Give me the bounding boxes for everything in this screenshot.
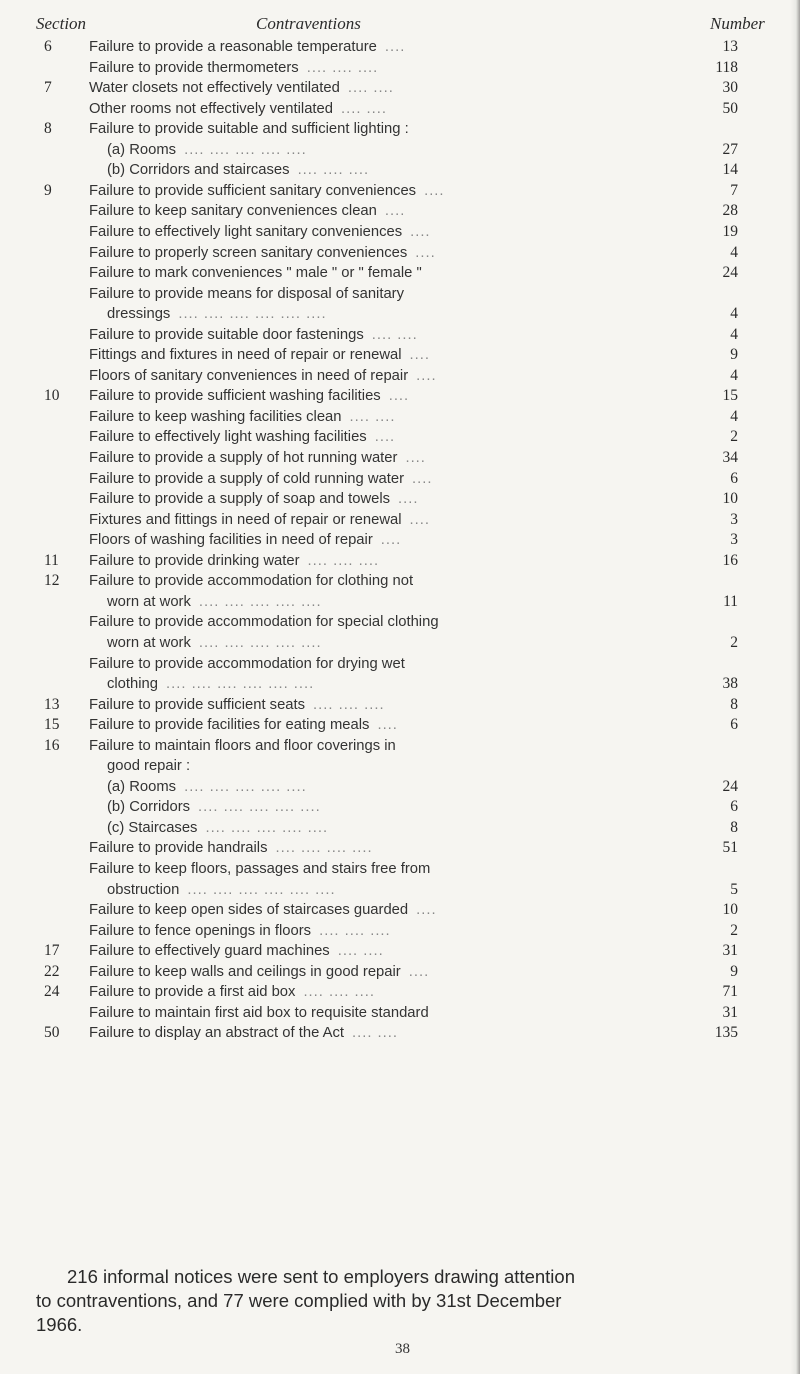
- leader-dots: .... .... .... .... .... ....: [166, 676, 315, 693]
- contravention-count: 6: [730, 469, 738, 487]
- contravention-text: [89, 736, 679, 756]
- contravention-count: 5: [730, 880, 738, 898]
- table-row: [0, 674, 800, 694]
- leader-dots: ....: [388, 388, 410, 405]
- footer-line: 216 informal notices were sent to employers drawing attention: [67, 1266, 575, 1287]
- section-number: 10: [44, 387, 60, 405]
- footer-paragraph: [36, 1265, 776, 1337]
- contravention-text: [107, 160, 697, 180]
- contravention-text: [89, 469, 679, 489]
- table-row: [0, 325, 800, 345]
- contravention-text: [89, 284, 679, 304]
- leader-dots: ....: [377, 717, 398, 734]
- contravention-label: Failure to properly screen sanitary conveniences: [89, 244, 408, 261]
- leader-dots: ....: [408, 963, 430, 980]
- contravention-text: [89, 530, 679, 550]
- contravention-count: 7: [730, 181, 738, 199]
- contravention-count: 118: [715, 58, 738, 76]
- contravention-count: 16: [722, 551, 738, 569]
- contravention-count: 9: [730, 962, 738, 980]
- contravention-text: [89, 407, 679, 427]
- table-row: [0, 201, 800, 221]
- contravention-text: [107, 592, 697, 612]
- contravention-text: [89, 962, 679, 982]
- contravention-text: [89, 921, 679, 941]
- contravention-label: Failure to mark conveniences " male " or " female ": [89, 265, 422, 282]
- footer-line: to contraventions, and 77 were complied with by 31st December: [36, 1290, 562, 1311]
- contravention-count: 6: [730, 798, 738, 816]
- table-row: [0, 736, 800, 756]
- contravention-text: [89, 58, 679, 78]
- contravention-text: [89, 654, 679, 674]
- column-header-contraventions: Contraventions: [256, 14, 361, 33]
- contravention-count: 4: [730, 325, 738, 343]
- contravention-text: [89, 695, 679, 715]
- section-number: 7: [44, 79, 52, 97]
- leader-dots: ....: [374, 429, 396, 446]
- leader-dots: ....: [409, 511, 430, 528]
- contravention-text: [107, 633, 697, 653]
- leader-dots: .... .... .... ....: [275, 840, 373, 857]
- table-row: [0, 222, 800, 242]
- leader-dots: .... ....: [341, 100, 387, 117]
- table-row: [0, 756, 800, 776]
- contravention-label: Floors of sanitary conveniences in need of repair: [89, 367, 409, 384]
- contravention-label: Failure to fence openings in floors: [89, 922, 312, 939]
- contravention-label: clothing: [107, 676, 159, 693]
- contravention-label: Failure to provide sufficient seats: [89, 696, 306, 713]
- contravention-text: [107, 756, 697, 776]
- contravention-label: worn at work: [107, 634, 191, 651]
- contravention-text: [107, 777, 697, 797]
- contravention-text: [89, 427, 679, 447]
- section-number: 17: [44, 942, 60, 960]
- contravention-count: 10: [722, 901, 738, 919]
- table-row: [0, 921, 800, 941]
- contravention-text: [107, 880, 697, 900]
- contravention-count: 27: [722, 140, 738, 158]
- table-row: [0, 489, 800, 509]
- contravention-text: [89, 551, 679, 571]
- contravention-count: 38: [722, 675, 738, 693]
- contravention-count: 4: [730, 407, 738, 425]
- table-row: [0, 243, 800, 263]
- table-row: [0, 838, 800, 858]
- contravention-label: Failure to provide means for disposal of sanitary: [89, 285, 404, 302]
- contravention-count: 31: [722, 942, 738, 960]
- contravention-count: 8: [730, 818, 738, 836]
- contravention-text: [89, 1023, 679, 1043]
- contravention-count: 50: [722, 99, 738, 117]
- contravention-label: Failure to keep floors, passages and stairs free from: [89, 861, 431, 877]
- table-row: [0, 900, 800, 920]
- section-number: 9: [44, 181, 52, 199]
- contravention-text: [89, 715, 679, 735]
- leader-dots: ....: [398, 491, 419, 508]
- contravention-text: [89, 859, 679, 879]
- table-row: [0, 715, 800, 735]
- contravention-text: [89, 263, 679, 283]
- section-number: 12: [44, 572, 60, 590]
- contravention-count: 51: [722, 839, 738, 857]
- leader-dots: ....: [410, 223, 431, 240]
- contravention-count: 4: [730, 305, 738, 323]
- contravention-count: 9: [730, 346, 738, 364]
- table-row: [0, 140, 800, 160]
- contravention-text: [107, 140, 697, 160]
- table-row: [0, 941, 800, 961]
- table-row: [0, 695, 800, 715]
- contravention-label: Fixtures and fittings in need of repair or renewal: [89, 511, 402, 528]
- contravention-count: 4: [730, 366, 738, 384]
- leader-dots: .... .... ....: [307, 552, 380, 569]
- table-row: [0, 592, 800, 612]
- page-number: 38: [395, 1341, 410, 1357]
- page-edge-shadow: [790, 0, 800, 1374]
- table-row: [0, 880, 800, 900]
- contravention-text: [89, 222, 679, 242]
- contravention-text: [89, 510, 679, 530]
- contravention-label: Failure to keep open sides of staircases guarded: [89, 902, 409, 919]
- contravention-label: Failure to provide facilities for eating meals: [89, 717, 370, 734]
- contravention-label: Failure to provide a supply of hot running water: [89, 450, 398, 466]
- section-number: 22: [44, 962, 60, 980]
- contravention-label: Failure to maintain floors and floor coverings in: [89, 737, 396, 754]
- table-row: [0, 962, 800, 982]
- leader-dots: ....: [409, 347, 430, 364]
- table-row: [0, 263, 800, 283]
- contravention-label: Failure to provide suitable and sufficient lighting :: [89, 121, 409, 138]
- contravention-label: Failure to provide accommodation for special clothing: [89, 614, 439, 631]
- leader-dots: ....: [384, 39, 406, 55]
- contravention-text: [89, 982, 679, 1002]
- table-row: [0, 386, 800, 406]
- table-row: [0, 633, 800, 653]
- table-row: [0, 1003, 800, 1023]
- contravention-label: Failure to provide a reasonable temperature: [89, 39, 377, 55]
- contravention-text: [89, 201, 679, 221]
- contravention-count: 2: [730, 921, 738, 939]
- contravention-label: Failure to effectively light washing facilities: [89, 429, 367, 446]
- contravention-label: worn at work: [107, 593, 191, 610]
- contravention-label: Fittings and fixtures in need of repair or renewal: [89, 347, 402, 364]
- contravention-label: (b) Corridors and staircases: [107, 162, 290, 179]
- contravention-text: [89, 243, 679, 263]
- contravention-text: [107, 818, 697, 838]
- contravention-text: [89, 448, 679, 468]
- contravention-count: 34: [722, 449, 738, 466]
- table-row: [0, 530, 800, 550]
- leader-dots: .... .... .... .... .... ....: [178, 306, 327, 323]
- table-row: [0, 818, 800, 838]
- contravention-text: [89, 900, 679, 920]
- contravention-text: [89, 838, 679, 858]
- leader-dots: ....: [384, 203, 406, 220]
- table-row: [0, 859, 800, 879]
- table-row: [0, 1023, 800, 1043]
- table-row: [0, 654, 800, 674]
- contravention-label: Failure to provide a supply of cold running water: [89, 470, 405, 487]
- leader-dots: .... .... ....: [303, 984, 375, 1001]
- contravention-label: Failure to effectively light sanitary conveniences: [89, 223, 403, 240]
- table-row: [0, 99, 800, 119]
- table-row: [0, 284, 800, 304]
- contravention-text: [89, 612, 679, 632]
- contravention-label: (b) Corridors: [107, 799, 191, 816]
- contravention-label: Failure to effectively guard machines: [89, 943, 330, 960]
- table-row: [0, 78, 800, 98]
- leader-dots: ....: [424, 182, 445, 199]
- column-header-section: Section: [36, 14, 87, 33]
- contravention-text: [89, 325, 679, 345]
- contravention-label: (a) Rooms: [107, 141, 177, 158]
- contravention-text: [107, 304, 697, 324]
- contravention-label: dressings: [107, 306, 171, 323]
- contravention-label: Failure to keep walls and ceilings in good repair: [89, 963, 401, 980]
- leader-dots: .... .... ....: [313, 696, 385, 713]
- contravention-count: 28: [722, 202, 738, 220]
- table-row: [0, 427, 800, 447]
- contravention-label: Failure to provide accommodation for drying wet: [89, 655, 405, 672]
- contravention-count: 6: [730, 716, 738, 734]
- contravention-count: 31: [722, 1003, 738, 1021]
- contravention-text: [89, 99, 679, 119]
- contravention-count: 15: [722, 387, 738, 405]
- leader-dots: .... .... .... .... ....: [205, 819, 329, 836]
- column-header-number: Number: [710, 14, 765, 33]
- table-row: [0, 37, 800, 57]
- table-row: [0, 58, 800, 78]
- table-row: [0, 181, 800, 201]
- table-row: [0, 797, 800, 817]
- contravention-text: [89, 366, 679, 386]
- table-row: [0, 366, 800, 386]
- contravention-label: Failure to provide a supply of soap and towels: [89, 491, 391, 508]
- contravention-label: Failure to provide thermometers: [89, 59, 299, 76]
- contravention-count: 30: [722, 79, 738, 97]
- contravention-label: Failure to provide accommodation for clothing not: [89, 573, 414, 590]
- contravention-label: (c) Staircases: [107, 819, 198, 836]
- contravention-count: 135: [714, 1024, 738, 1042]
- table-row: [0, 777, 800, 797]
- table-row: [0, 571, 800, 591]
- leader-dots: ....: [416, 367, 437, 384]
- table-row: [0, 510, 800, 530]
- contravention-label: Other rooms not effectively ventilated: [89, 100, 333, 117]
- contravention-count: 10: [722, 490, 738, 508]
- section-number: 15: [44, 716, 60, 734]
- contravention-label: Failure to provide drinking water: [89, 552, 300, 569]
- leader-dots: .... ....: [351, 1025, 398, 1042]
- contravention-label: (a) Rooms: [107, 778, 177, 795]
- contravention-text: [107, 674, 697, 694]
- contravention-count: 3: [730, 510, 738, 528]
- leader-dots: .... ....: [337, 943, 384, 960]
- table-row: [0, 551, 800, 571]
- leader-dots: ....: [416, 902, 437, 919]
- table-row: [0, 345, 800, 365]
- leader-dots: .... .... .... .... .... ....: [187, 881, 336, 898]
- contravention-text: [89, 181, 679, 201]
- contravention-count: 11: [723, 592, 738, 610]
- table-row: [0, 469, 800, 489]
- contravention-label: Failure to provide sufficient washing facilities: [89, 388, 381, 405]
- contravention-label: Failure to provide suitable door fastenings: [89, 326, 364, 343]
- table-row: [0, 407, 800, 427]
- contravention-count: 13: [722, 38, 738, 55]
- contravention-label: Failure to provide a first aid box: [89, 984, 296, 1001]
- contravention-count: 24: [722, 264, 738, 282]
- contravention-count: 71: [722, 983, 738, 1001]
- contravention-label: Water closets not effectively ventilated: [89, 80, 340, 97]
- contravention-count: 24: [722, 777, 738, 795]
- contravention-label: Failure to keep sanitary conveniences clean: [89, 203, 377, 220]
- contravention-text: [89, 941, 679, 961]
- section-number: 13: [44, 695, 60, 713]
- leader-dots: .... .... .... .... ....: [198, 799, 321, 816]
- section-number: 11: [44, 551, 59, 569]
- contravention-text: [89, 78, 679, 98]
- section-number: 16: [44, 736, 60, 754]
- contravention-count: 2: [730, 428, 738, 446]
- leader-dots: .... ....: [347, 80, 394, 97]
- contravention-text: [89, 571, 679, 591]
- contravention-count: 8: [730, 695, 738, 713]
- leader-dots: .... .... .... .... ....: [184, 778, 307, 795]
- contravention-count: 3: [730, 531, 738, 549]
- contravention-label: Failure to provide sufficient sanitary conveniences: [89, 182, 417, 199]
- leader-dots: .... ....: [371, 326, 418, 343]
- contravention-text: [89, 119, 679, 139]
- contravention-label: Failure to provide handrails: [89, 840, 268, 857]
- leader-dots: ....: [405, 450, 426, 466]
- contravention-label: obstruction: [107, 881, 180, 898]
- contravention-text: [89, 489, 679, 509]
- contravention-label: Failure to keep washing facilities clean: [89, 408, 342, 425]
- leader-dots: .... .... .... .... ....: [198, 634, 322, 651]
- footer-line: 1966.: [36, 1314, 83, 1335]
- table-row: [0, 982, 800, 1002]
- leader-dots: .... .... ....: [297, 162, 370, 179]
- contravention-label: Failure to maintain first aid box to requisite standard: [89, 1004, 429, 1021]
- table-row: [0, 119, 800, 139]
- contravention-text: [89, 37, 679, 57]
- section-number: 24: [44, 983, 60, 1001]
- contravention-label: Floors of washing facilities in need of repair: [89, 532, 373, 549]
- contravention-count: 14: [722, 161, 738, 179]
- contravention-label: Failure to display an abstract of the Act: [89, 1025, 344, 1042]
- table-row: [0, 304, 800, 324]
- contravention-label: good repair :: [107, 758, 191, 775]
- leader-dots: .... .... ....: [319, 922, 391, 939]
- leader-dots: .... .... .... .... ....: [184, 141, 307, 158]
- contravention-text: [89, 386, 679, 406]
- contravention-count: 19: [722, 222, 738, 240]
- section-number: 6: [44, 38, 52, 55]
- contravention-count: 4: [730, 243, 738, 261]
- section-number: 8: [44, 120, 52, 138]
- section-number: 50: [44, 1024, 60, 1042]
- table-row: [0, 160, 800, 180]
- leader-dots: .... ....: [349, 408, 396, 425]
- table-row: [0, 448, 800, 468]
- leader-dots: .... .... ....: [306, 59, 379, 76]
- leader-dots: ....: [415, 244, 436, 261]
- leader-dots: ....: [412, 470, 433, 487]
- leader-dots: ....: [380, 532, 402, 549]
- table-row: [0, 612, 800, 632]
- contravention-count: 2: [730, 633, 738, 651]
- contravention-text: [89, 345, 679, 365]
- contravention-text: [89, 1003, 679, 1023]
- contravention-text: [107, 797, 697, 817]
- leader-dots: .... .... .... .... ....: [198, 593, 322, 610]
